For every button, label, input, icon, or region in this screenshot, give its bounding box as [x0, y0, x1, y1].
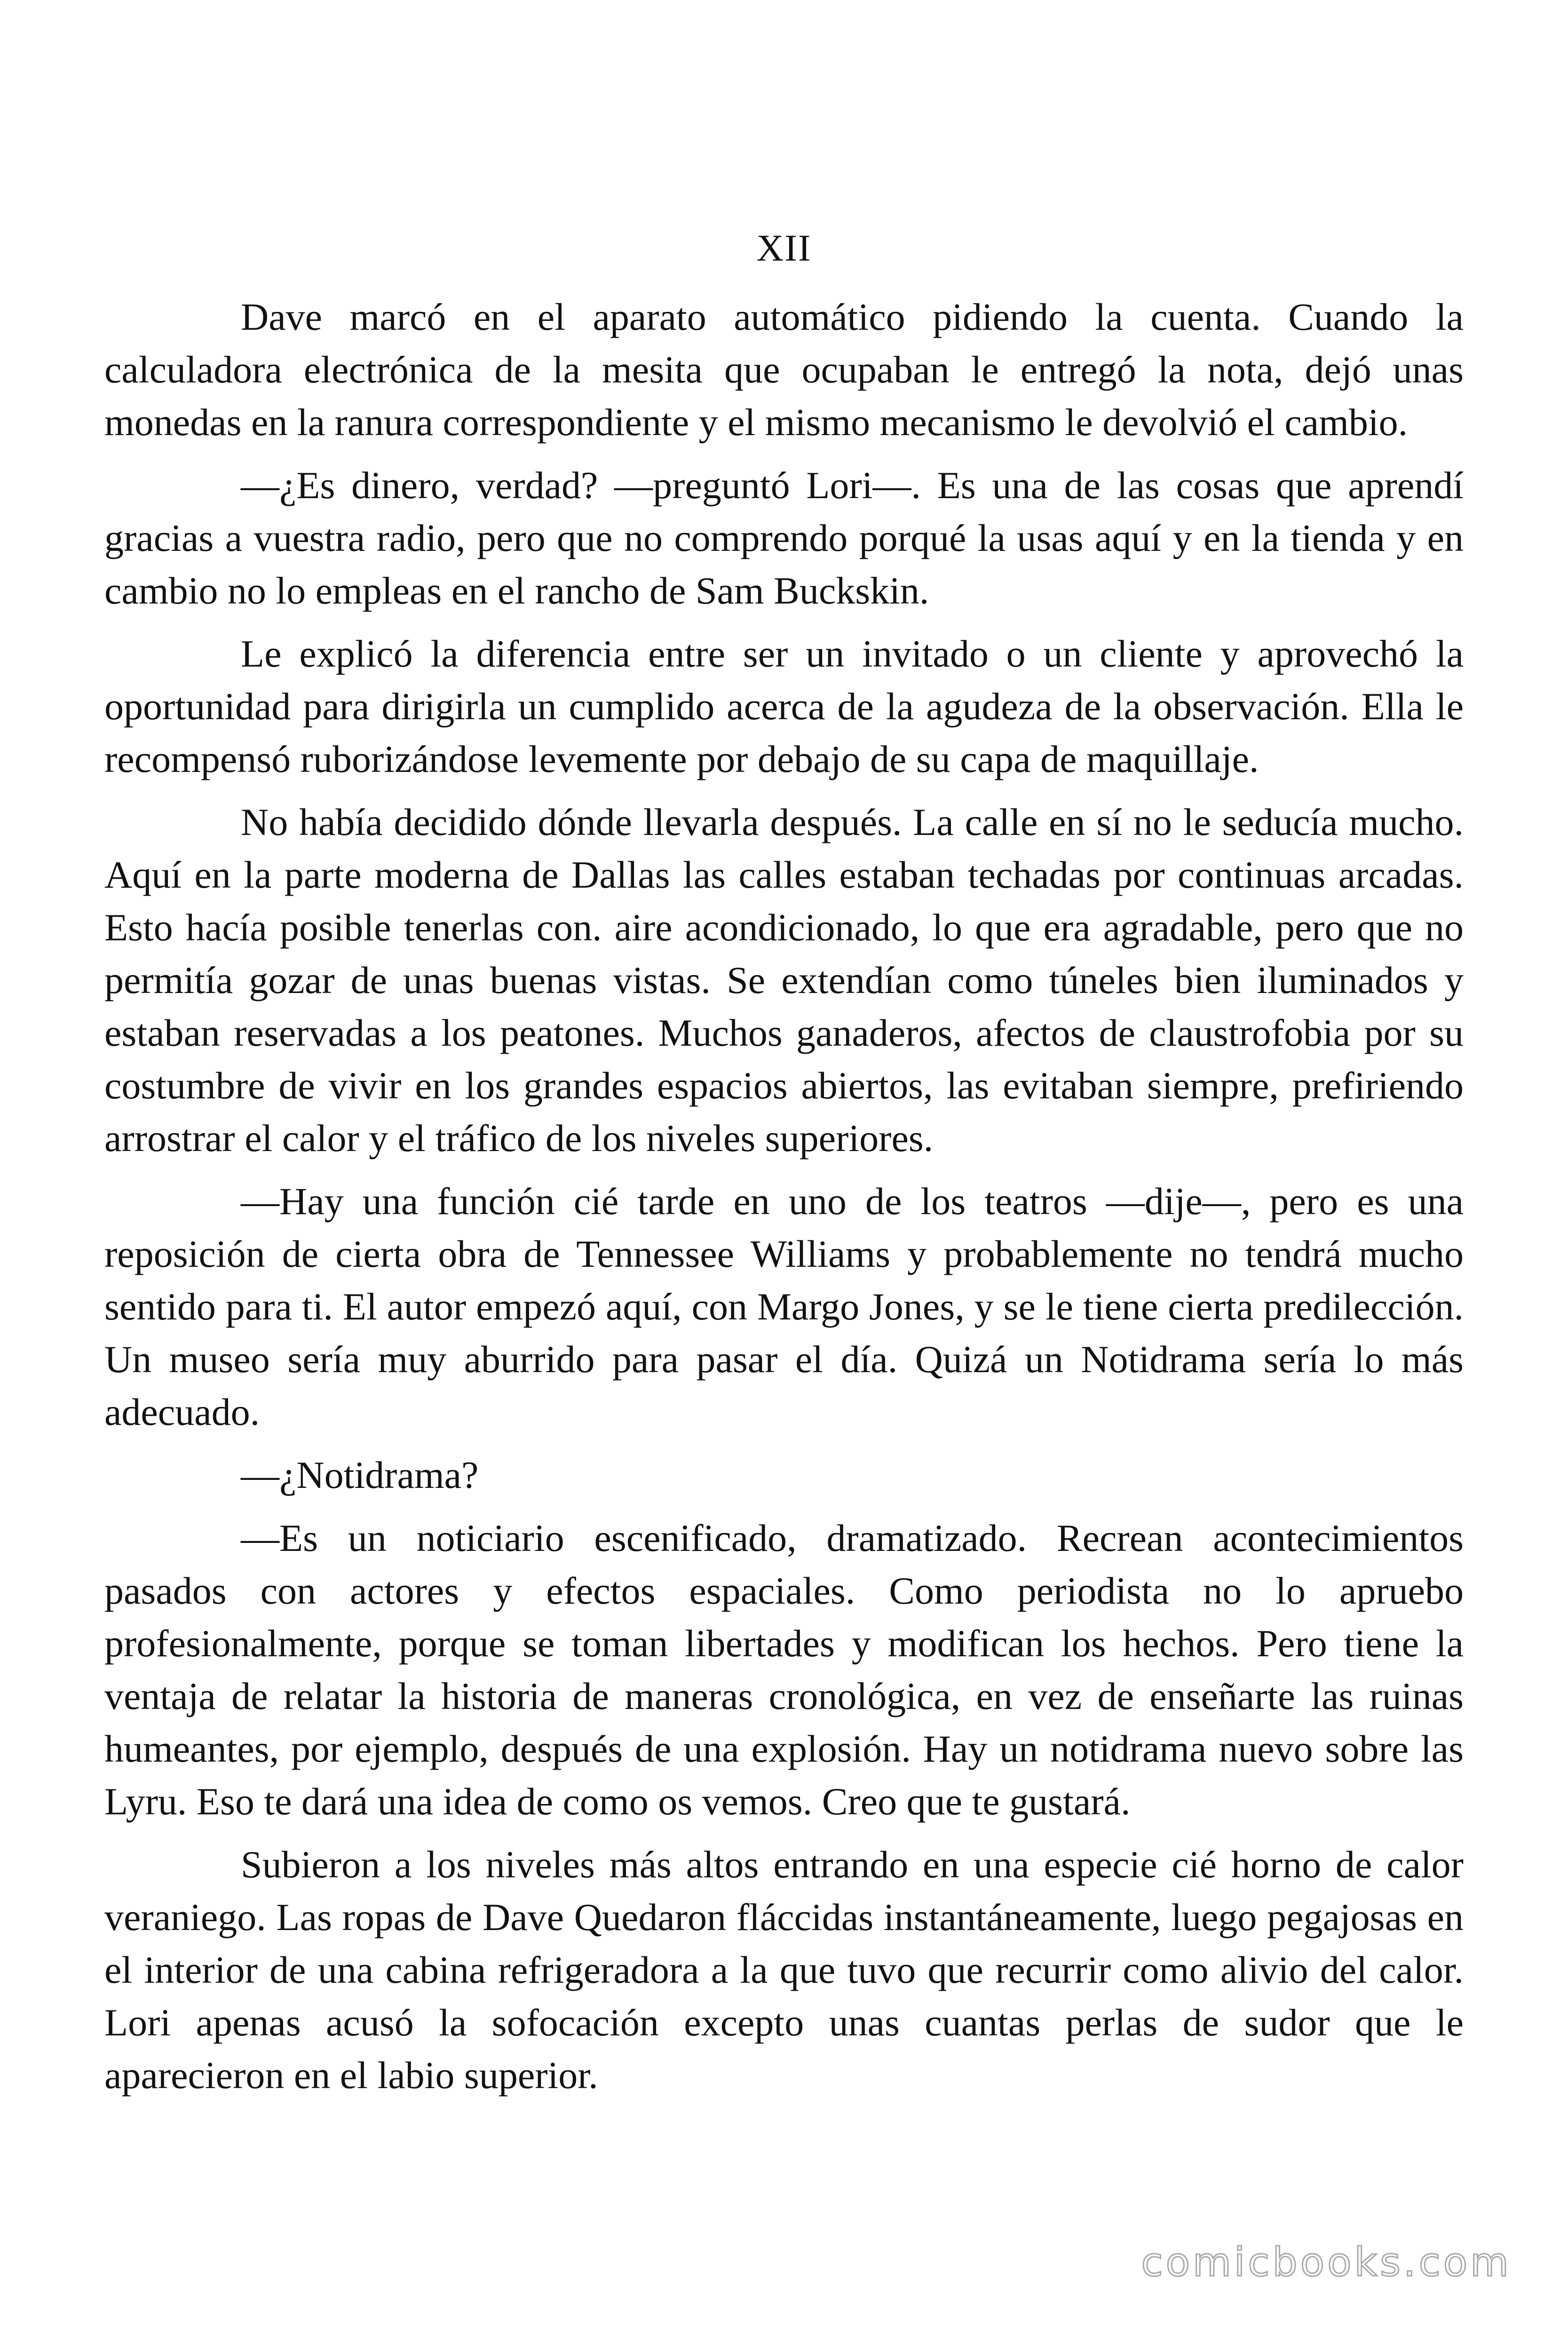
paragraph: Dave marcó en el aparato automático pidiendo la cuenta. Cuando la calculadora electrónica de la mesita que ocupaban le entregó la nota, dejó unas monedas en la ranura correspondiente y el mismo mecanismo le devolvió el cambio.	[104, 295, 1464, 444]
watermark: comicbooks.com	[1141, 2239, 1512, 2285]
paragraph: —¿Es dinero, verdad? —preguntó Lori—. Es una de las cosas que aprendí gracias a vuestra radio, pero que no comprendo porqué la usas aquí y en la tienda y en cambio no lo empleas en el rancho de Sam Buckskin.	[104, 464, 1464, 612]
paragraph: Subieron a los niveles más altos entrando en una especie cié horno de calor veraniego. Las ropas de Dave Quedaron fláccidas instantáneamente, luego pegajosas en el interior de una cabina refrigeradora a la que tuvo que recurrir como alivio del calor. Lori apenas acusó la sofocación excepto unas cuantas perlas de sudor que le aparecieron en el labio superior.	[104, 1843, 1464, 2097]
chapter-heading: XII	[756, 228, 812, 269]
paragraph: Le explicó la diferencia entre ser un invitado o un cliente y aprovechó la oportunidad para dirigirla un cumplido acerca de la agudeza de la observación. Ella le recompensó ruborizándose levemente por debajo de su capa de maquillaje.	[104, 632, 1464, 780]
paragraph: —Es un noticiario escenificado, dramatizado. Recrean acontecimientos pasados con actores y efectos espaciales. Como periodista no lo apruebo profesionalmente, porque se toman libertades y modifican los hechos. Pero tiene la ventaja de relatar la historia de maneras cronológica, en vez de enseñarte las ruinas humeantes, por ejemplo, después de una explosión. Hay un notidrama nuevo sobre las Lyru. Eso te dará una idea de como os vemos. Creo que te gustará.	[104, 1517, 1464, 1823]
body-text	[104, 291, 1464, 2112]
paragraph: —¿Notidrama?	[241, 1454, 479, 1496]
paragraph: —Hay una función cié tarde en uno de los teatros —dije—, pero es una reposición de cierta obra de Tennessee Williams y probablemente no tendrá mucho sentido para ti. El autor empezó aquí, con Margo Jones, y se le tiene cierta predilección. Un museo sería muy aburrido para pasar el día. Quizá un Notidrama sería lo más adecuado.	[104, 1180, 1464, 1433]
paragraph: No había decidido dónde llevarla después. La calle en sí no le seducía mucho. Aquí en la parte moderna de Dallas las calles estaban techadas por continuas arcadas. Esto hacía posible tenerlas con. aire acondicionado, lo que era agradable, pero que no permitía gozar de unas buenas vistas. Se extendían como túneles bien iluminados y estaban reservadas a los peatones. Muchos ganaderos, afectos de claustrofobia por su costumbre de vivir en los grandes espacios abiertos, las evitaban siempre, prefiriendo arrostrar el calor y el tráfico de los niveles superiores.	[104, 801, 1464, 1160]
